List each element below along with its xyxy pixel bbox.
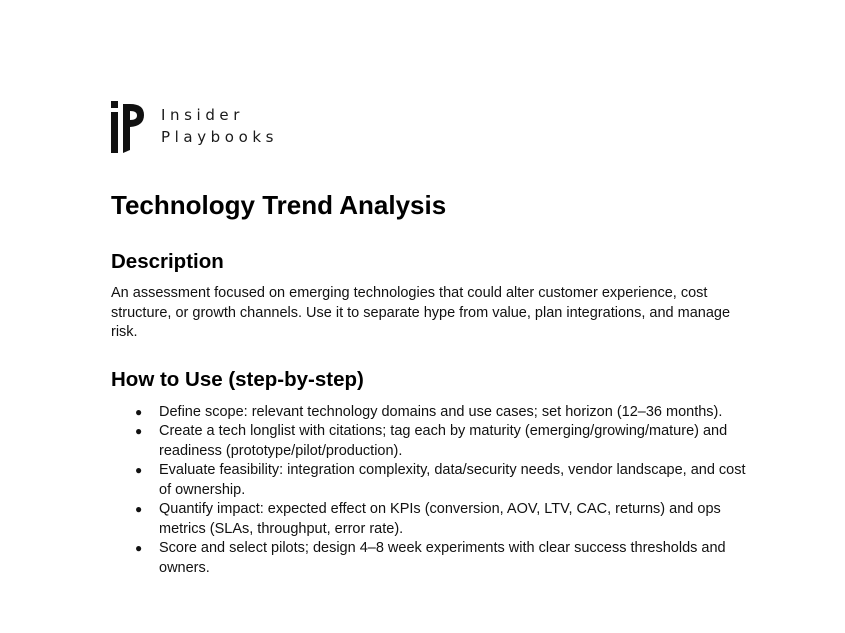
step-item xyxy=(111,500,751,539)
step-text: Evaluate feasibility: integration complexity, data/security needs, vendor landscape, and cost of ownership. xyxy=(159,462,746,498)
bullet-icon: ● xyxy=(135,424,143,438)
bullet-icon: ● xyxy=(135,404,143,419)
step-text: Quantify impact: expected effect on KPIs (conversion, AOV, LTV, CAC, returns) and ops metrics (SLAs, throughput, error rate). xyxy=(159,501,721,537)
steps-list xyxy=(111,403,751,579)
step-text: Define scope: relevant technology domains and use cases; set horizon (12–36 months). xyxy=(159,403,723,420)
step-item xyxy=(111,539,751,578)
brand-name-line1: Insider xyxy=(161,106,245,124)
bullet-icon: ● xyxy=(135,502,143,516)
step-text: Score and select pilots; design 4–8 week experiments with clear success thresholds and owners. xyxy=(159,540,726,576)
bullet-icon: ● xyxy=(135,463,143,477)
how-to-use-heading: How to Use (step-by-step) xyxy=(111,367,364,391)
brand-name xyxy=(161,104,278,148)
brand-logo xyxy=(111,101,278,153)
brand-name-line2: Playbooks xyxy=(161,128,279,146)
step-item xyxy=(111,461,751,500)
step-text: Create a tech longlist with citations; tag each by maturity (emerging/growing/mature) and readiness (prototype/pilot/production). xyxy=(159,423,728,459)
document-body xyxy=(111,188,751,578)
bullet-icon: ● xyxy=(135,541,143,555)
step-item xyxy=(111,422,751,461)
description-heading: Description xyxy=(111,250,224,273)
document-title: Technology Trend Analysis xyxy=(111,190,447,220)
insider-playbooks-logo-icon xyxy=(111,101,145,153)
description-text: An assessment focused on emerging technologies that could alter customer experience, cost structure, or growth channels. Use it to separate hype from value, plan integrations, and manage risk. xyxy=(111,285,731,340)
step-item xyxy=(111,403,751,423)
